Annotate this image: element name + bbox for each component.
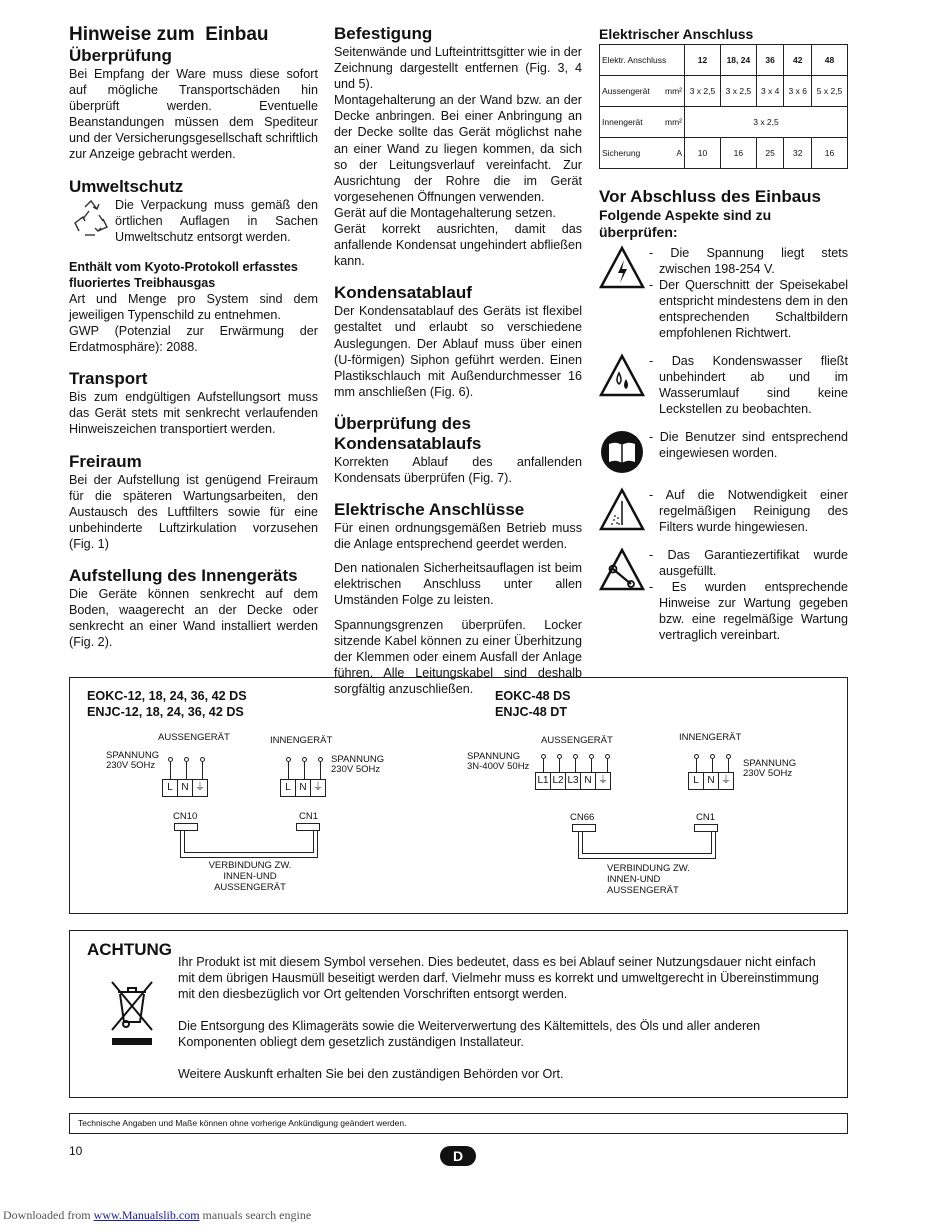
label-supply: SPANNUNG [467,751,521,762]
para-mounting-1: Seitenwände und Lufteintrittsgitter wie in der Zeichnung dargestellt entfernen (Fig. 3, 4 und 5). [334,45,582,92]
electric-hazard-icon [599,245,645,291]
wiring-right-title-2: ENJC-48 DT [495,705,568,719]
para-mounting-2: Montagehalterung an der Wand bzw. an der Decke anbringen. Bei einer Anbringung an der Decke sollte das Gerät möglichst nahe an einer Wand zu liegen kommen, da sich so der Leitungsverlauf vereinfacht. Zur Ausrichtung der Rohre die im Gerät vorgesehenen Öffnungen verwenden. [334,93,582,204]
connector-cn1-label: CN1 [299,811,319,822]
para-mounting-3: Gerät auf die Montagehalterung setzen. [334,205,556,220]
para-kyoto-1: Art und Menge pro System sind dem jeweiligen Typenschild zu entnehmen. [69,291,318,322]
heading-check: Überprüfung [69,46,172,65]
heading-transport: Transport [69,369,148,389]
heading-electrical: Elektrische Anschlüsse [334,500,525,520]
label-supply-value: 230V 5OHz [331,764,381,775]
table-cell: 25 [756,138,784,169]
row-unit: A [676,147,682,158]
connector-cn10 [174,823,198,831]
table-row [600,107,848,138]
manualslib-link[interactable]: www.Manualslib.com [93,1208,200,1222]
label-supply-value: 230V 5OHz [743,768,793,779]
row-unit: mm² [665,116,682,127]
heading-environment: Umweltschutz [69,176,184,196]
table-cell: 12 [685,45,721,76]
spec-note: Technische Angaben und Maße können ohne vorherige Ankündigung geändert werden. [78,1118,407,1128]
para-check: Bei Empfang der Ware muss diese sofort auf mögliche Transportschäden hin überprüft werden. Eventuelle Beanstandungen müssen dem Spediteur und der Versicherungsgesellschaft schriftlich zur Anzeige gebracht werden. [69,67,318,162]
para-transport: Bis zum endgültigen Aufstellungsort muss das Gerät stets mit senkrecht verlaufenden Hinweiszeichen transportiert werden. [69,390,318,437]
table-row [600,76,848,107]
wiring-left-title-2: ENJC-12, 18, 24, 36, 42 DS [87,705,244,719]
table-row [600,138,848,169]
column-electrical-table [599,24,848,655]
table-cell: 16 [720,138,756,169]
download-footer: Downloaded from www.Manualslib.com manuals search engine [3,1208,312,1222]
row-label: Sicherung [602,147,641,158]
para-condensate: Der Kondensatablauf des Geräts ist flexibel gestaltet und erlaubt so verschiedene Auslegungen. Der Ablauf muss über einen (U-förmigen) Siphon geführt werden. Einen Plastikschlauch mit Außendurchmesser 16 mm anschließen (Fig. 6). [334,304,582,399]
recycle-icon [69,197,113,241]
check-text: - Das Kondenswasser fließt unbehindert ab und im Wasserumlauf sind keine Leckstellen zu beobachten. [649,354,848,416]
wiring-diagram [69,677,848,914]
table-cell: 3 x 2,5 [685,76,721,107]
page-title: Hinweise zum Einbau [69,24,269,45]
label-indoor-unit: INNENGERÄT [270,735,333,746]
check-item-filter [599,487,848,535]
filter-warning-icon [599,487,645,533]
check-item-users [599,429,848,475]
connector-cn1 [296,823,320,831]
table-cell: 3 x 2,5 [720,76,756,107]
check-text: - Die Spannung liegt stets zwischen 198-254 V. [649,246,848,276]
check-text: - Es wurden entsprechende Hinweise zur Wartung gegeben bzw. eine regelmäßige Wartung vertraglich vereinbart. [649,580,848,642]
row-unit: mm² [665,85,682,96]
check-item-condensate [599,353,848,417]
para-condensate-check: Korrekten Ablauf des anfallenden Kondensats überprüfen (Fig. 7). [334,454,582,485]
connector-cn1-label: CN1 [696,812,716,823]
spec-note-box [69,1113,848,1134]
check-text: - Die Benutzer sind entsprechend eingewiesen worden. [649,430,848,460]
para-clearance: Bei der Aufstellung ist genügend Freiraum für die späteren Wartungsarbeiten, den Austausch des Luftfilters sowie für eine unbehinderte Luftzirkulation vorzusehen (Fig. 1) [69,472,318,551]
subheading-final-check: Folgende Aspekte sind zu überprüfen: [599,207,772,240]
para-environment: Die Verpackung muss gemäß den örtlichen Auflagen in Sachen Umweltschutz entsorgt werden. [115,197,318,244]
table-header-row [600,45,848,76]
table-cell: 48 [812,45,848,76]
label-connection: VERBINDUNG ZW. INNEN-UND AUSSENGERÄT [208,860,292,893]
terminal-block-indoor: L N ⏚ [280,779,326,797]
check-text: - Der Querschnitt der Speisekabel entspricht mindestens dem in den entsprechenden Schaltbildern empfohlenen Richtwert. [649,278,848,340]
heading-mounting: Befestigung [334,24,433,43]
warning-title: ACHTUNG [87,940,172,959]
heading-kyoto: Enthält vom Kyoto-Protokoll erfasstes fluoriertes Treibhausgas [69,259,298,290]
para-kyoto-2: GWP (Potenzial zur Erwärmung der Erdatmosphäre): 2088. [69,324,318,355]
connector-cn1 [694,824,718,832]
warning-para-3: Weitere Auskunft erhalten Sie bei den zuständigen Behörden vor Ort. [178,1067,564,1082]
label-supply: SPANNUNG [331,754,385,765]
label-outdoor-unit: AUSSENGERÄT [158,732,230,743]
wrench-warning-icon [599,547,645,593]
table-cell: 10 [685,138,721,169]
terminal-block-indoor: L N ⏚ [688,772,734,790]
check-text: - Das Garantiezertifikat wurde ausgefüllt. [649,548,848,578]
warning-para-1: Ihr Produkt ist mit diesem Symbol versehen. Dies bedeutet, dass es bei Ablauf seiner Nutzungsdauer nicht einfach mit dem übrigen Hausmüll beseitigt werden darf. Vielmehr muss es korrekt und umweltgerecht in Übereinstimmung mit den diesbezüglich vor Ort geltenden Vorschriften entsorgt werden. [178,955,819,1002]
para-mounting-4: Gerät korrekt ausrichten, damit das anfallende Kondensat ungehindert abfließen kann. [334,222,582,269]
row-label: Innengerät [602,116,643,127]
wiring-right-title-1: EOKC-48 DS [495,689,571,703]
table-cell: 32 [784,138,812,169]
warning-box [69,930,848,1098]
check-item-warranty [599,547,848,643]
label-supply: SPANNUNG [106,750,160,761]
heading-final-check: Vor Abschluss des Einbaus [599,187,822,206]
crossed-bin-icon [108,980,156,1050]
column-installation [69,24,318,650]
water-drop-warning-icon [599,353,645,399]
heading-clearance: Freiraum [69,451,142,471]
heading-table: Elektrischer Anschluss [599,26,754,42]
table-cell: 36 [756,45,784,76]
table-cell: 42 [784,45,812,76]
label-indoor-unit: INNENGERÄT [679,732,742,743]
label-supply: SPANNUNG [743,758,797,769]
connector-cn10-label: CN10 [173,811,198,822]
check-item-voltage [599,245,848,341]
label-connection: VERBINDUNG ZW. INNEN-UND AUSSENGERÄT [607,863,690,896]
label-outdoor-unit: AUSSENGERÄT [541,735,613,746]
para-electrical-2: Den nationalen Sicherheitsauflagen ist beim elektrischen Anschluss unter allen Umständen Folge zu leisten. [334,561,582,608]
para-electrical-3: Spannungsgrenzen überprüfen. Locker sitzende Kabel können zu einer Überhitzung der Klemmen oder einem Ausfall der Anlage führen. Alle Leitungskabel sind deshalb sorgfältig anzuschließen. [334,617,582,696]
warning-para-2: Die Entsorgung des Klimageräts sowie die Weiterverwertung des Kältemittels, des Öls und aller anderen Komponenten obliegt dem gesetzlich zuständigen Installateur. [178,1019,761,1050]
table-cell: 3 x 6 [784,76,812,107]
column-mounting [334,24,582,697]
table-cell: 5 x 2,5 [812,76,848,107]
electrical-table [599,44,848,169]
terminal-block-outdoor: L N ⏚ [162,779,208,797]
heading-indoor-install: Aufstellung des Innengeräts [69,565,298,585]
para-electrical-1: Für einen ordnungsgemäßen Betrieb muss die Anlage entsprechend geerdet werden. [334,521,582,552]
label-supply-value: 3N-400V 50Hz [467,761,530,772]
connector-cn66 [572,824,596,832]
para-indoor-install: Die Geräte können senkrecht auf dem Boden, waagerecht an der Decke oder senkrecht an einer Wand installiert werden (Fig. 2). [69,586,318,650]
table-cell: 18, 24 [720,45,756,76]
table-cell: 3 x 2,5 [685,107,848,138]
heading-condensate-check: Überprüfung des Kondensatablaufs [334,413,482,453]
wiring-left-title-1: EOKC-12, 18, 24, 36, 42 DS [87,689,247,703]
language-badge: D [440,1146,476,1166]
page-number: 10 [69,1144,83,1158]
row-label: Aussengerät [602,85,650,96]
check-text: - Auf die Notwendigkeit einer regelmäßigen Reinigung des Filters wurde hingewiesen. [649,488,848,534]
table-cell: 3 x 4 [756,76,784,107]
table-cell: Elektr. Anschluss [600,45,685,76]
manual-book-icon [599,429,645,475]
table-cell: 16 [812,138,848,169]
heading-condensate: Kondensatablauf [334,283,472,303]
label-supply-value: 230V 5OHz [106,760,156,771]
terminal-block-outdoor-3ph: L1 L2 L3 N ⏚ [535,772,611,790]
connector-cn66-label: CN66 [570,812,595,823]
